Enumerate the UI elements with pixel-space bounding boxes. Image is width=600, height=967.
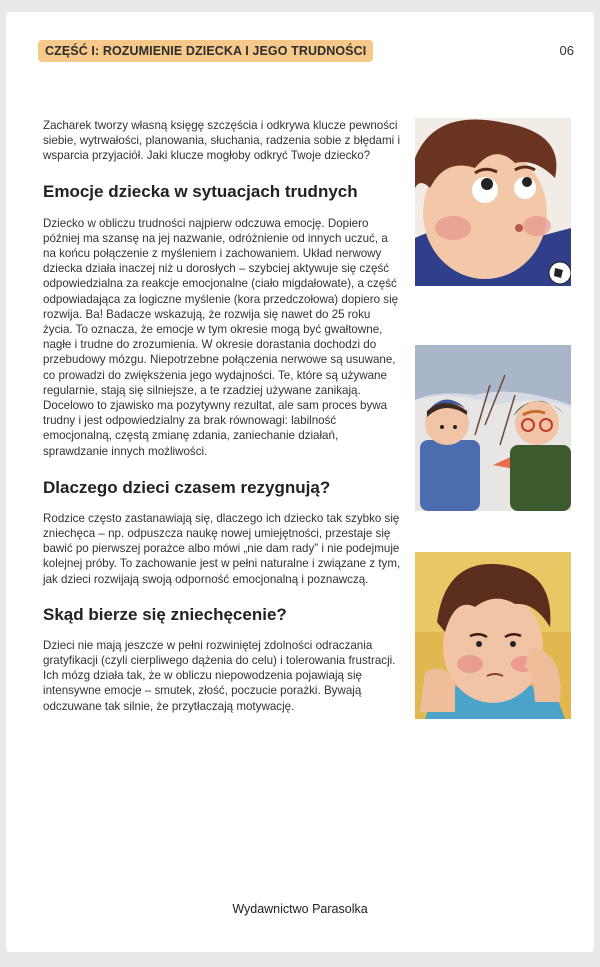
intro-paragraph: Zacharek tworzy własną księgę szczęścia i odkrywa klucze pewności siebie, wytrwałości, planowania, słuchania, radzenia sobie z błędami i wsparcia przyjaciół. Jaki klucze mogłoby odkryć Twoje dziecko? bbox=[43, 119, 401, 163]
chapter-badge: CZĘŚĆ I: ROZUMIENIE DZIECKA I JEGO TRUDNOŚCI bbox=[38, 40, 373, 62]
section-heading-emotions: Emocje dziecka w sytuacjach trudnych bbox=[43, 181, 358, 201]
book-page bbox=[6, 12, 594, 952]
page-number: 06 bbox=[559, 43, 574, 58]
publisher-footer: Wydawnictwo Parasolka bbox=[232, 902, 368, 916]
section-heading-discouragement: Skąd bierze się zniechęcenie? bbox=[43, 604, 287, 624]
boy-looking-up-illustration bbox=[415, 118, 571, 286]
section-body-why-give-up: Rodzice często zastanawiają się, dlaczego ich dziecko tak szybko się zniechęca – np. odpuszcza naukę nowej umiejętności, przestaje się bawić po pierwszej porażce albo mówi „nie dam rady” i nie podejmuje kolejnej próby. To zachowanie jest w pełni naturalne i związane z tym, jak dzieci rozwijają swoją odporność emocjonalną i poznawczą. bbox=[43, 511, 401, 586]
section-heading-why-give-up: Dlaczego dzieci czasem rezygnują? bbox=[43, 477, 331, 497]
section-body-emotions: Dziecko w obliczu trudności najpierw odczuwa emocję. Dopiero później ma szansę na jej nazwanie, odróżnienie od innych uczuć, a na końcu połączenie z myśleniem i zachowaniem. Układ nerwowy dziecka działa inaczej niż u dorosłych – szybciej aktywuje się część odpowiedzialna za reakcje emocjonalne (ciało migdałowate), a część odpowiadająca za logiczne myślenie (kora przedczołowa) dopiero się rozwija. Ba! Badacze wskazują, że rozwija się nawet do 25 roku życia. To oznacza, że emocje w tym okresie mogą być gwałtowne, nagłe i trudne do zrozumienia. W okresie dorastania dochodzi do przebudowy mózgu. Niepotrzebne połączenia nerwowe są usuwane, co prowadzi do zwiększenia jego wydajności. Te, które są używane regularnie, stają się silniejsze, a te rzadziej używane zanikają. Docelowo to zjawisko ma pozytywny rezultat, ale sam proces bywa trudny i jest odpowiedzialny za brak równowagi: labilność emocjonalną, częstą zmianę zdania, zaniechanie działań, sprawdzanie innych możliwości. bbox=[43, 216, 399, 458]
two-children-winter-illustration bbox=[415, 345, 571, 511]
text-column bbox=[43, 118, 401, 714]
sad-boy-hand-on-cheek-illustration bbox=[415, 552, 571, 719]
section-body-discouragement: Dzieci nie mają jeszcze w pełni rozwiniętej zdolności odraczania gratyfikacji (czyli cierpliwego dążenia do celu) i tolerowania frustracji. Ich mózg działa tak, że w obliczu niepowodzenia pojawiają się intensywne emocje – smutek, złość, poczucie porażki. Bywają odczuwane tak silnie, że przytłaczają motywację. bbox=[43, 638, 396, 713]
